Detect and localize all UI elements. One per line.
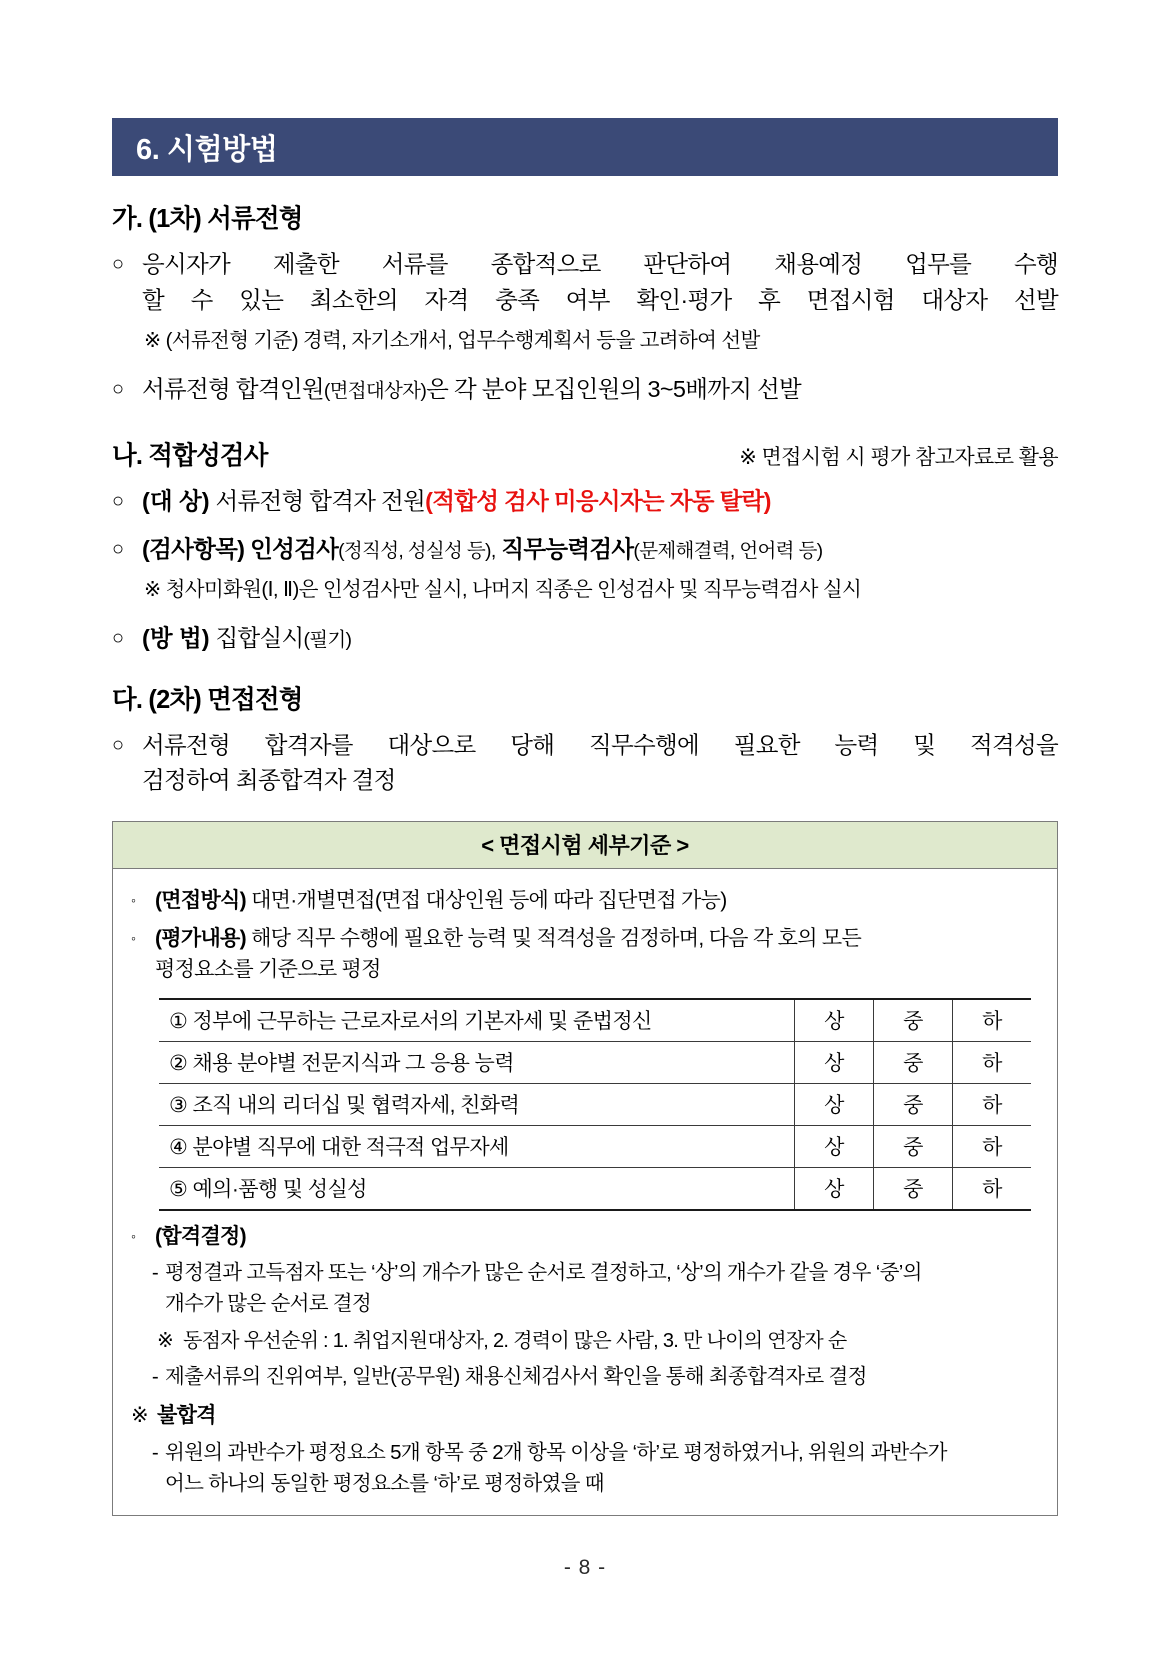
grade-low[interactable]: 하: [953, 1083, 1032, 1125]
bullet-label: (방 법): [142, 625, 210, 652]
table-row: [159, 1167, 1031, 1210]
panel-item-interview-method: [131, 885, 1039, 917]
panel-item-pass-decision: [131, 1221, 1039, 1253]
bullet-text: [142, 484, 1058, 520]
panel-item-marker: ◦: [131, 1227, 136, 1244]
panel-item-marker: ◦: [131, 892, 136, 909]
grade-low[interactable]: 하: [953, 1125, 1032, 1167]
star-marker: ※: [131, 1404, 148, 1428]
fail-dash-1: [145, 1438, 1039, 1500]
grade-mid[interactable]: 중: [874, 1167, 953, 1210]
pass-decision-dash-2: [145, 1362, 1039, 1393]
bullet-b-1: [112, 484, 1058, 520]
grade-high[interactable]: 상: [795, 1041, 874, 1083]
bullet-line: 할 수 있는 최소한의 자격 충족 여부 확인·평가 후 면접시험 대상자 선발: [142, 286, 1058, 313]
note-a: ※ (서류전형 기준) 경력, 자기소개서, 업무수행계획서 등을 고려하여 선발: [144, 329, 760, 353]
evaluation-criteria-table: [159, 998, 1031, 1211]
bullet-marker: ○: [112, 253, 124, 275]
bullet-text: [142, 532, 1058, 568]
fail-heading: [131, 1400, 1039, 1432]
note-b: ※ 청사미화원(Ⅰ, Ⅱ)은 인성검사만 실시, 나머지 직종은 인성검사 및 직무능력검사 실시: [144, 578, 862, 602]
heading-part-b-row: [112, 436, 1058, 472]
dash-marker: -: [151, 1440, 159, 1464]
heading-part-a: 가. (1차) 서류전형: [112, 205, 303, 233]
criteria-label: ③ 조직 내의 리더십 및 협력자세, 친화력: [159, 1083, 795, 1125]
panel-item-text: [155, 885, 1039, 917]
bullet-body: 집합실시: [215, 625, 304, 652]
dash-marker: -: [151, 1261, 159, 1285]
panel-item-label: (면접방식): [155, 889, 246, 913]
bullet-text-paren: (면접대상자): [323, 380, 427, 403]
bullet-marker: ○: [112, 378, 124, 401]
interview-criteria-panel: [112, 821, 1058, 1516]
bullet-text-rest: 은 각 분야 모집인원의 3~5배까지 선발: [426, 376, 802, 403]
grade-mid[interactable]: 중: [874, 1041, 953, 1083]
grade-low[interactable]: 하: [953, 999, 1032, 1042]
bullet-body-note: (필기): [303, 629, 352, 652]
bullet-body: 서류전형 합격자 전원: [215, 487, 426, 514]
grade-high[interactable]: 상: [795, 1167, 874, 1210]
bullet-text: [142, 728, 1058, 799]
bullet-c-1: [112, 728, 1058, 799]
bullet-b-2: [112, 532, 1058, 568]
table-row: [159, 999, 1031, 1042]
grade-high[interactable]: 상: [795, 1083, 874, 1125]
grade-high[interactable]: 상: [795, 999, 874, 1042]
criteria-label: ⑤ 예의·품행 및 성실성: [159, 1167, 795, 1210]
grade-high[interactable]: 상: [795, 1125, 874, 1167]
bullet-line: 서류전형 합격자를 대상으로 당해 직무수행에 필요한 능력 및 적격성을: [142, 731, 1058, 758]
heading-part-b-note: ※ 면접시험 시 평가 참고자료로 활용: [739, 445, 1058, 469]
grade-mid[interactable]: 중: [874, 1083, 953, 1125]
dash-line: 개수가 많은 순서로 결정: [165, 1291, 372, 1315]
panel-item-body-2: 평정요소를 기준으로 평정: [155, 958, 381, 982]
test-name-personality: 인성검사: [250, 535, 339, 562]
grade-mid[interactable]: 중: [874, 1125, 953, 1167]
bullet-text: [142, 372, 1058, 408]
star-marker: ※: [157, 1329, 174, 1352]
test-name-aptitude: 직무능력검사: [501, 535, 634, 562]
table-row: [159, 1041, 1031, 1083]
bullet-line: 검정하여 최종합격자 결정: [142, 767, 396, 794]
panel-item-marker: ◦: [131, 929, 136, 946]
panel-item-evaluation-content: [131, 923, 1039, 986]
panel-item-body: 대면·개별면접(면접 대상인원 등에 따라 집단면접 가능): [251, 889, 727, 913]
bullet-text: [142, 621, 1058, 657]
grade-mid[interactable]: 중: [874, 999, 953, 1042]
bullet-marker: ○: [112, 489, 124, 512]
bullet-a-2: [112, 372, 1058, 408]
test-desc-personality: (정직성, 성실성 등),: [338, 539, 496, 562]
bullet-b-3: [112, 621, 1058, 657]
bullet-marker: ○: [112, 733, 124, 756]
panel-item-label: (합격결정): [155, 1224, 246, 1248]
panel-item-text: [155, 923, 1039, 986]
bullet-a-1: [112, 247, 1058, 318]
bullet-marker: ○: [112, 627, 124, 650]
pass-decision-dash-1: [145, 1258, 1039, 1320]
panel-title: < 면접시험 세부기준 >: [113, 822, 1057, 869]
criteria-label: ④ 분야별 직무에 대한 적극적 업무자세: [159, 1125, 795, 1167]
bullet-text-main: 서류전형 합격인원: [142, 376, 324, 403]
table-row: [159, 1125, 1031, 1167]
heading-part-c: 다. (2차) 면접전형: [112, 685, 303, 714]
pass-decision-tiebreak-note: [157, 1326, 1039, 1356]
page-number: - 8 -: [563, 1556, 607, 1579]
table-row: [159, 1083, 1031, 1125]
section-banner: [112, 118, 1058, 176]
grade-low[interactable]: 하: [953, 1041, 1032, 1083]
dash-line: 위원의 과반수가 평정요소 5개 항목 중 2개 항목 이상을 ‘하’로 평정하였거나, 위원의 과반수가: [165, 1440, 947, 1464]
bullet-marker: ○: [112, 537, 124, 560]
bullet-label: (대 상): [142, 487, 210, 514]
panel-item-label: (평가내용): [155, 926, 246, 950]
panel-item-body: 해당 직무 수행에 필요한 능력 및 적격성을 검정하며, 다음 각 호의 모든: [251, 926, 862, 950]
dash-line: 어느 하나의 동일한 평정요소를 ‘하’로 평정하였을 때: [165, 1471, 604, 1495]
dash-line: 평정결과 고득점자 또는 ‘상’의 개수가 많은 순서로 결정하고, ‘상’의 개수가 같을 경우 ‘중’의: [165, 1261, 922, 1285]
bullet-red-note: (적합성 검사 미응시자는 자동 탈락): [425, 487, 771, 514]
dash-text: 제출서류의 진위여부, 일반(공무원) 채용신체검사서 확인을 통해 최종합격자로 결정: [165, 1364, 867, 1388]
heading-part-b: 나. 적합성검사: [112, 441, 268, 470]
panel-body: [113, 869, 1057, 1515]
dash-text: [165, 1438, 1039, 1500]
dash-text: [165, 1258, 1039, 1320]
criteria-label: ① 정부에 근무하는 근로자로서의 기본자세 및 준법정신: [159, 999, 795, 1042]
grade-low[interactable]: 하: [953, 1167, 1032, 1210]
section-banner-title: 6. 시험방법: [136, 133, 278, 166]
fail-title: 불합격: [157, 1404, 216, 1428]
bullet-line: 응시자가 제출한 서류를 종합적으로 판단하여 채용예정 업무를 수행: [142, 251, 1058, 277]
bullet-label: (검사항목): [142, 535, 245, 562]
test-desc-aptitude: (문제해결력, 언어력 등): [633, 539, 823, 562]
dash-marker: -: [151, 1364, 159, 1388]
star-text: 동점자 우선순위 : 1. 취업지원대상자, 2. 경력이 많은 사람, 3. 만 나이의 연장자 순: [183, 1329, 847, 1352]
bullet-text: [142, 247, 1058, 318]
criteria-label: ② 채용 분야별 전문지식과 그 응용 능력: [159, 1041, 795, 1083]
